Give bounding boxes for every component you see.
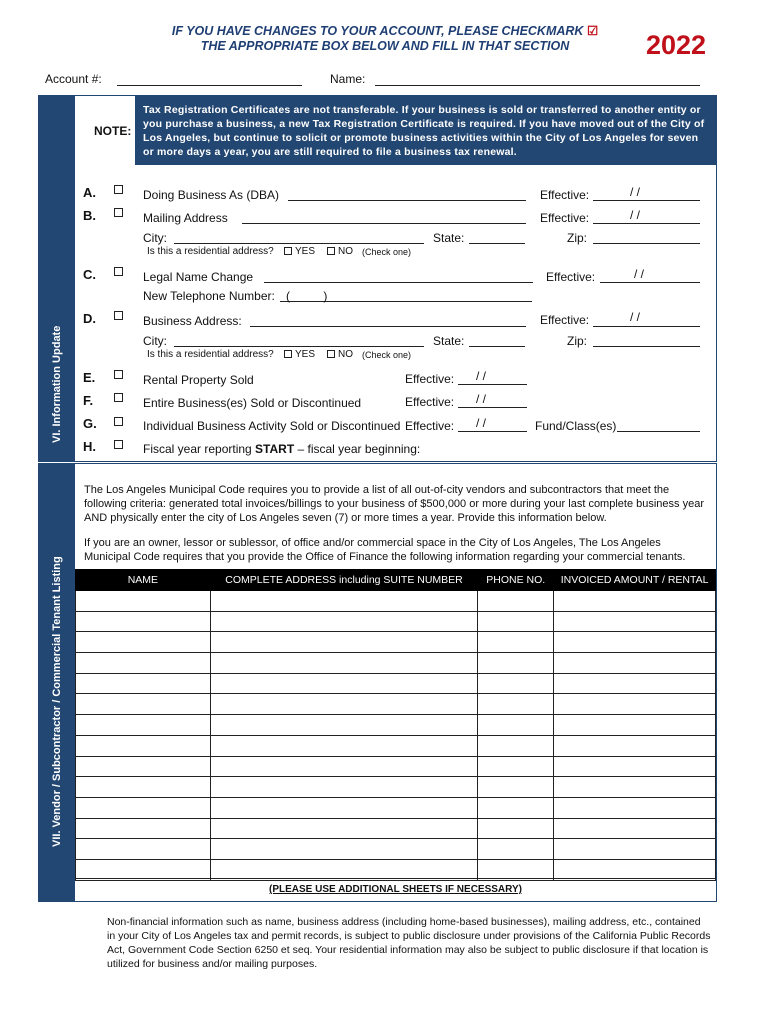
item-e-effective-label: Effective:	[405, 372, 455, 386]
item-b-checkbox[interactable]	[114, 208, 123, 217]
item-a-date-slashes: / /	[630, 185, 641, 199]
section-vii-title: VII. Vendor / Subcontractor / Commercial Tenant Listing	[51, 556, 63, 847]
section-vii-sidebar	[38, 463, 74, 902]
item-a-label: Doing Business As (DBA)	[143, 188, 280, 202]
table-row	[76, 653, 716, 674]
cell-name[interactable]	[76, 632, 211, 653]
item-e-label: Rental Property Sold	[143, 373, 254, 387]
cell-name[interactable]	[76, 591, 211, 612]
cell-name[interactable]	[76, 611, 211, 632]
cell-address[interactable]	[210, 694, 478, 715]
cell-phone[interactable]	[478, 735, 554, 756]
checkmark-icon: ☑	[586, 24, 599, 38]
item-d-residential-question: Is this a residential address?	[147, 349, 274, 360]
cell-phone[interactable]	[478, 653, 554, 674]
item-c-effective-field[interactable]	[600, 282, 700, 283]
mailing-address-field[interactable]	[242, 223, 526, 224]
cell-amount[interactable]	[554, 653, 716, 674]
name-label: Name:	[330, 72, 366, 86]
column-address: COMPLETE ADDRESS including SUITE NUMBER	[210, 570, 478, 591]
cell-address[interactable]	[210, 715, 478, 736]
item-g-effective-field[interactable]	[458, 431, 527, 432]
item-e-checkbox[interactable]	[114, 370, 123, 379]
table-footer-note: (PLEASE USE ADDITIONAL SHEETS IF NECESSARY)	[269, 884, 522, 895]
vendor-table	[75, 569, 716, 881]
item-e-date-slashes: / /	[476, 369, 487, 383]
item-c-phone-parens: ( )	[286, 289, 328, 303]
item-b-city-label: City:	[143, 231, 167, 245]
item-b-no-label: NO	[338, 246, 353, 257]
item-f-effective-field[interactable]	[458, 407, 527, 408]
fund-class-field[interactable]	[617, 431, 700, 432]
cell-amount[interactable]	[554, 797, 716, 818]
item-b-date-slashes: / /	[630, 208, 641, 222]
item-d-yes-label: YES	[295, 349, 316, 360]
tenant-paragraph: If you are an owner, lessor or sublessor, of office and/or commercial space in the City of Los Angeles, The Los Angeles Municipal Code requires that you provide the Office of Finance the following information regarding your commercial tenants.	[84, 537, 686, 563]
cell-address[interactable]	[210, 653, 478, 674]
table-row	[76, 715, 716, 736]
item-d-no-label: NO	[338, 349, 353, 360]
cell-name[interactable]	[76, 673, 211, 694]
item-f-label: Entire Business(es) Sold or Discontinued	[143, 396, 362, 410]
cell-amount[interactable]	[554, 632, 716, 653]
cell-phone[interactable]	[478, 839, 554, 860]
item-c-effective-label: Effective:	[546, 270, 596, 284]
legal-name-field[interactable]	[264, 282, 533, 283]
cell-phone[interactable]	[478, 818, 554, 839]
cell-address[interactable]	[210, 735, 478, 756]
cell-address[interactable]	[210, 818, 478, 839]
item-e-letter: E.	[83, 370, 96, 385]
cell-name[interactable]	[76, 777, 211, 798]
item-d-effective-label: Effective:	[540, 313, 590, 327]
dba-field[interactable]	[288, 200, 526, 201]
vendor-table-header	[76, 570, 716, 591]
cell-address[interactable]	[210, 839, 478, 860]
cell-phone[interactable]	[478, 694, 554, 715]
cell-phone[interactable]	[478, 777, 554, 798]
item-b-letter: B.	[83, 208, 96, 223]
note-box	[135, 95, 717, 165]
account-field[interactable]	[117, 85, 302, 86]
column-phone: PHONE NO.	[478, 570, 554, 591]
item-g-date-slashes: / /	[476, 416, 487, 430]
item-f-checkbox[interactable]	[114, 393, 123, 402]
table-row	[76, 735, 716, 756]
item-d-city-label: City:	[143, 334, 167, 348]
item-b-yes-label: YES	[295, 246, 316, 257]
table-footer-divider	[75, 878, 716, 879]
table-row	[76, 777, 716, 798]
item-f-letter: F.	[83, 393, 94, 408]
item-d-state-field[interactable]	[469, 346, 525, 347]
item-d-yes-checkbox[interactable]	[284, 350, 292, 358]
item-b-state-label: State:	[433, 231, 465, 245]
cell-amount[interactable]	[554, 591, 716, 612]
item-h-label: Fiscal year reporting START – fiscal year beginning:	[143, 442, 421, 456]
column-amount: INVOICED AMOUNT / RENTAL	[554, 570, 716, 591]
table-row	[76, 591, 716, 612]
item-a-checkbox[interactable]	[114, 185, 123, 194]
cell-amount[interactable]	[554, 694, 716, 715]
item-b-zip-label: Zip:	[567, 231, 588, 245]
cell-phone[interactable]	[478, 591, 554, 612]
cell-phone[interactable]	[478, 673, 554, 694]
item-h-letter: H.	[83, 439, 96, 454]
cell-amount[interactable]	[554, 839, 716, 860]
cell-phone[interactable]	[478, 715, 554, 736]
item-b-yes-checkbox[interactable]	[284, 247, 292, 255]
cell-address[interactable]	[210, 797, 478, 818]
item-d-checkbox[interactable]	[114, 311, 123, 320]
item-c-phone-label: New Telephone Number:	[143, 289, 275, 303]
item-a-effective-label: Effective:	[540, 188, 590, 202]
item-d-label: Business Address:	[143, 314, 242, 328]
cell-amount[interactable]	[554, 673, 716, 694]
table-row	[76, 673, 716, 694]
cell-name[interactable]	[76, 839, 211, 860]
cell-address[interactable]	[210, 777, 478, 798]
table-row	[76, 694, 716, 715]
item-d-date-slashes: / /	[630, 310, 641, 324]
section-vi-sidebar	[38, 95, 74, 462]
cell-phone[interactable]	[478, 632, 554, 653]
cell-address[interactable]	[210, 591, 478, 612]
cell-name[interactable]	[76, 694, 211, 715]
cell-amount[interactable]	[554, 777, 716, 798]
item-a-letter: A.	[83, 185, 96, 200]
item-b-residential-question: Is this a residential address?	[147, 246, 274, 257]
table-row	[76, 818, 716, 839]
cell-address[interactable]	[210, 632, 478, 653]
item-d-letter: D.	[83, 311, 96, 326]
cell-name[interactable]	[76, 715, 211, 736]
cell-address[interactable]	[210, 673, 478, 694]
item-b-zip-field[interactable]	[593, 243, 700, 244]
cell-amount[interactable]	[554, 735, 716, 756]
item-c-letter: C.	[83, 267, 96, 282]
cell-name[interactable]	[76, 735, 211, 756]
item-d-state-label: State:	[433, 334, 465, 348]
cell-phone[interactable]	[478, 756, 554, 777]
item-g-fund-label: Fund/Class(es)	[535, 419, 617, 433]
item-g-label: Individual Business Activity Sold or Discontinued	[143, 419, 401, 433]
table-row	[76, 839, 716, 860]
business-address-field[interactable]	[250, 326, 526, 327]
item-b-state-field[interactable]	[469, 243, 525, 244]
item-g-checkbox[interactable]	[114, 417, 123, 426]
table-row	[76, 632, 716, 653]
item-e-effective-field[interactable]	[458, 384, 527, 385]
vendor-paragraph: The Los Angeles Municipal Code requires you to provide a list of all out-of-city vendors and subcontractors that meet the following criteria: generated total invoices/billings to your business of $500,000 or more during your last complete business year AND physically enter the city of Los Angeles seven (7) or more times a year. Provide this information below.	[84, 484, 705, 524]
disclosure-text: Non-financial information such as name, business address (including home-based businesses), mailing address, etc., contained in your City of Los Angeles tax and permit records, is subject to public disclosure under provisions of the California Public Records Act, Government Code Section 6250 et seq. Your residential information may also be subject to public disclosure if that location is utilized for business and/or mailing purposes.	[107, 916, 711, 970]
note-text: Tax Registration Certificates are not transferable. If your business is sold or transferred to another entity or you purchase a business, a new Tax Registration Certificate is required. If you have moved out of the City of Los Angeles, but continue to solicit or promote business activities within the City of Los Angeles for seven or more days a year, you are still required to file a business tax renewal.	[143, 104, 705, 158]
item-d-zip-label: Zip:	[567, 334, 588, 348]
cell-name[interactable]	[76, 797, 211, 818]
item-d-effective-field[interactable]	[593, 326, 700, 327]
item-h-checkbox[interactable]	[114, 440, 123, 449]
section-vi-title: VI. Information Update	[51, 325, 63, 443]
table-row	[76, 756, 716, 777]
cell-amount[interactable]	[554, 756, 716, 777]
column-name: NAME	[76, 570, 211, 591]
name-field[interactable]	[375, 85, 700, 86]
item-d-city-field[interactable]	[174, 346, 424, 347]
table-row	[76, 797, 716, 818]
cell-phone[interactable]	[478, 611, 554, 632]
cell-name[interactable]	[76, 653, 211, 674]
cell-amount[interactable]	[554, 715, 716, 736]
account-label: Account #:	[45, 72, 102, 86]
cell-name[interactable]	[76, 756, 211, 777]
item-a-effective-field[interactable]	[593, 200, 700, 201]
header-line-1: IF YOU HAVE CHANGES TO YOUR ACCOUNT, PLEASE CHECKMARK ☑	[171, 24, 599, 38]
header-line-2: THE APPROPRIATE BOX BELOW AND FILL IN THAT SECTION	[200, 39, 570, 53]
item-b-check-one: (Check one)	[362, 247, 412, 257]
note-label: NOTE:	[94, 124, 132, 138]
cell-name[interactable]	[76, 818, 211, 839]
cell-amount[interactable]	[554, 611, 716, 632]
item-c-date-slashes: / /	[634, 267, 645, 281]
table-row	[76, 611, 716, 632]
item-b-no-checkbox[interactable]	[327, 247, 335, 255]
item-b-effective-field[interactable]	[593, 223, 700, 224]
item-d-zip-field[interactable]	[593, 346, 700, 347]
cell-phone[interactable]	[478, 797, 554, 818]
item-d-check-one: (Check one)	[362, 350, 412, 360]
item-b-city-field[interactable]	[174, 243, 424, 244]
cell-address[interactable]	[210, 756, 478, 777]
cell-address[interactable]	[210, 611, 478, 632]
cell-amount[interactable]	[554, 818, 716, 839]
item-d-no-checkbox[interactable]	[327, 350, 335, 358]
item-b-effective-label: Effective:	[540, 211, 590, 225]
form-year: 2022	[646, 30, 707, 60]
item-g-letter: G.	[83, 416, 97, 431]
item-c-checkbox[interactable]	[114, 267, 123, 276]
item-f-date-slashes: / /	[476, 392, 487, 406]
item-b-label: Mailing Address	[143, 211, 228, 225]
item-f-effective-label: Effective:	[405, 395, 455, 409]
item-c-label: Legal Name Change	[143, 270, 254, 284]
item-g-effective-label: Effective:	[405, 419, 455, 433]
